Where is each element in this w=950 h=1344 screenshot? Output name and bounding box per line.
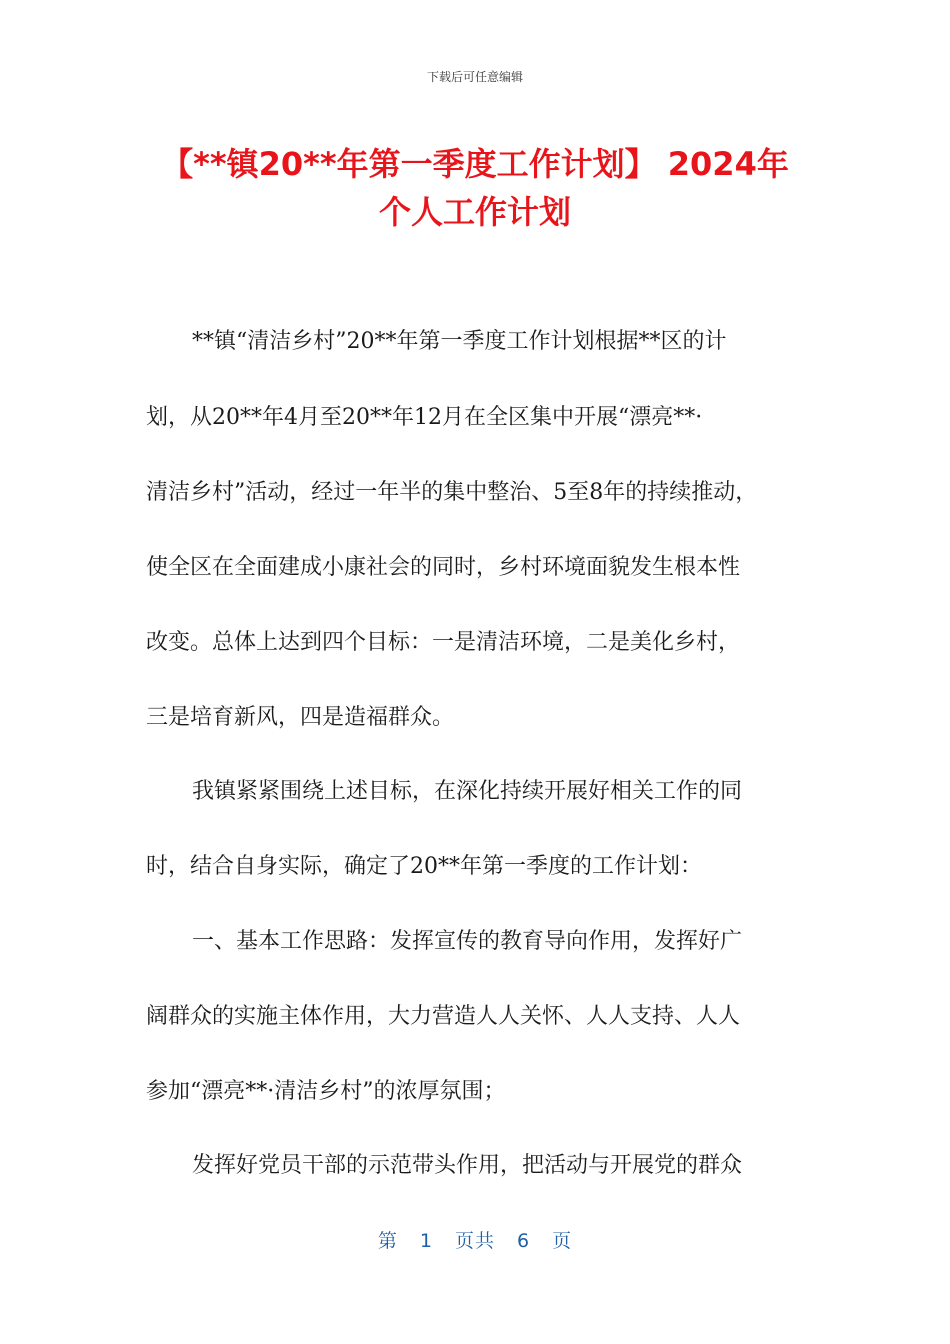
body-line: 发挥好党员干部的示范带头作用，把活动与开展党的群众 (192, 1153, 743, 1178)
body-line: 一、基本工作思路：发挥宣传的教育导向作用，发挥好广 (192, 929, 743, 954)
body-line: 清洁乡村”活动，经过一年半的集中整治、5至8年的持续推动， (146, 480, 758, 505)
body-line: 改变。总体上达到四个目标：一是清洁环境，二是美化乡村， (146, 630, 741, 655)
footer-label-page: 第 (377, 1230, 398, 1252)
footer-label-total: 共 (475, 1230, 496, 1252)
body-line: 参加“漂亮**·清洁乡村”的浓厚氛围； (146, 1079, 506, 1104)
footer-label-total-unit: 页 (552, 1230, 573, 1252)
footer-total-pages: 6 (517, 1230, 531, 1252)
body-line: 三是培育新风，四是造福群众。 (146, 705, 455, 730)
document-title (0, 140, 950, 236)
page-footer (0, 1226, 950, 1253)
page-header-note: 下载后可任意编辑 (426, 70, 523, 84)
footer-label-page-unit: 页 (454, 1230, 475, 1252)
title-line-1: 【**镇20**年第一季度工作计划】 2024年 (161, 145, 789, 183)
body-line: 时，结合自身实际，确定了20**年第一季度的工作计划： (146, 854, 702, 879)
body-line: 我镇紧紧围绕上述目标，在深化持续开展好相关工作的同 (192, 779, 743, 804)
body-line: **镇“清洁乡村”20**年第一季度工作计划根据**区的计 (192, 329, 727, 354)
body-line: 划，从20**年4月至20**年12月在全区集中开展“漂亮**· (146, 405, 703, 430)
body-line: 使全区在全面建成小康社会的同时，乡村环境面貌发生根本性 (146, 555, 741, 580)
footer-page-number: 1 (419, 1230, 433, 1252)
body-line: 阔群众的实施主体作用，大力营造人人关怀、人人支持、人人 (146, 1004, 741, 1029)
title-line-2: 个人工作计划 (378, 193, 571, 231)
